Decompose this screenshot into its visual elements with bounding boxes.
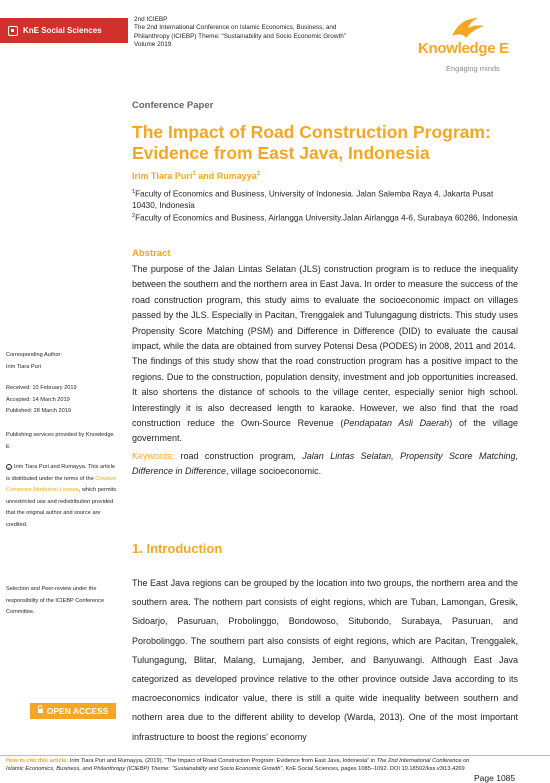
abstract-paragraph-2 (132, 354, 518, 446)
abstract-paragraph-1: The purpose of the Jalan Lintas Selatan (JLS) construction program is to reduce the inequality between the southern and the northern area in East Java. In order to measure the success of the road construction program, this study aims to evaluate the socioeconomic impact on villages passed by the JLS. Especially in Pacitan, Trenggalek and Tulungagung districts. This study uses Propensity Score Matching (PSM) and Difference in Difference (DID) to evaluate the causal impact, while the data are obtained from survey Potensi Desa (PODES) in 2008, 2011 and 2014. (132, 264, 518, 352)
publisher-logo-text: Knowledge E (418, 40, 509, 57)
knowledge-e-logo-icon (448, 14, 488, 42)
affiliation-2 (132, 211, 520, 224)
title-line-2: Evidence from East Java, Indonesia (132, 143, 430, 163)
copyright-text-a: Irim Tiara Puri and Rumayya. This article is distributed under the terms of the (6, 464, 115, 482)
abstract-p2-start: The findings of this study show that the road construction program has a positive impact to the regions. Due to the construction, population density, investment and job opportunities increased. It also shortens the distance of schools to the village center, especially senior high school. Interestingly it is also decreased length to karaoke. However, we also find that the road construction reduce the Own-Source Revenue ( (132, 356, 518, 429)
abstract-heading: Abstract (132, 248, 171, 259)
affil-1-text: Faculty of Economics and Business, University of Indonesia. Jalan Salemba Raya 4, Jakarta Pusat 10430, Indonesia (132, 189, 494, 211)
open-lock-icon (38, 709, 43, 713)
corresponding-label: Corresponding Author: (6, 352, 62, 358)
copyright-icon: c (8, 464, 10, 470)
paper-type: Conference Paper (132, 100, 214, 111)
footer-divider (0, 755, 550, 756)
copyright-notice (6, 462, 118, 532)
creative-commons-link[interactable]: Creative Commons Attribution License (6, 475, 117, 494)
author-list (132, 171, 260, 181)
kne-brand-label: KnE Social Sciences (23, 26, 102, 35)
paper-title (132, 122, 522, 164)
copyright-text-b: , which permits unrestricted use and redistribution provided that the original author and source are credited. (6, 487, 117, 528)
keywords-label: Keywords: (132, 451, 175, 461)
abstract-p2-italic: Pendapatan Asli Daerah (343, 418, 450, 429)
cite-label: How to cite this article: (6, 758, 69, 764)
corresponding-name: Irim Tiara Puri (6, 363, 41, 370)
corresponding-author (6, 350, 124, 373)
affil-2-text: Faculty of Economics and Business, Airlangga University.Jalan Airlangga 4-6, Surabaya 60286, Indonesia (135, 213, 518, 223)
page-number: Page 1085 (474, 773, 516, 783)
title-line-1: The Impact of Road Construction Program: (132, 122, 491, 142)
author-1-sup: 1 (192, 171, 196, 177)
author-2: Rumayya (216, 171, 257, 181)
kne-brand-badge (0, 18, 128, 43)
published-date: Published: 28 March 2019 (6, 408, 71, 415)
cite-italic: The 2nd International Conference on Islamic Economics, Business, and Philanthropy (ICIEBP) Theme: “Sustainability and Socio Economic Growth” (6, 758, 470, 772)
kne-logo-icon (8, 26, 18, 36)
affil-2-sup: 2 (132, 213, 136, 219)
author-1: Irim Tiara Puri (132, 171, 193, 181)
received-date: Received: 10 February 2019 (6, 385, 77, 391)
abstract-body (132, 262, 518, 447)
citation-footer (6, 758, 476, 774)
keywords (132, 449, 518, 479)
cite-end: , KnE Social Sciences, pages 1085–1092. DOI 10.18502/kss.v3i13.4269 (282, 765, 465, 772)
publisher-tagline: Engaging minds (446, 64, 500, 73)
conference-line1: The 2nd International Conference on Islamic Economics, Business, and (134, 24, 337, 32)
affil-1-sup: 1 (132, 189, 136, 195)
peer-review-note: Selection and Peer-review under the responsibility of the ICIEBP Conference Committee. (6, 586, 105, 616)
conference-info (134, 16, 394, 50)
conference-volume: Volume 2019 (134, 41, 172, 49)
open-access-label: OPEN ACCESS (46, 706, 109, 716)
publishing-services: Publishing services provided by Knowledge E (6, 432, 114, 450)
conference-line2: Philanthropy (ICIEBP) Theme: “Sustainability and Socio Economic Growth” (134, 32, 346, 40)
keywords-text-1: road construction program, (174, 451, 303, 461)
keywords-italic: Jalan Lintas Selatan, Propensity Score Matching, Difference in Difference (132, 451, 518, 476)
introduction-body: The East Java regions can be grouped by the location into two groups, the northern area and the southern area. The nothern part consists of eight regions, which are Tuban, Lamongan, Gresik, Sidoarjo, Pasuruan, Probolinggo, Bondowoso, Situbondo, Surabaya, Pasuruan, and Porobolinggo. The southern part also consists of eight regions, which are Pacitan, Trenggalek, Tulungagung, Blitar, Malang, Lumajang, Jember, and Banyuwangi. Although East Java categorized as developed province relative to the other province outside Java according to its macroeconomics indicator value, there is still a quite wide inequality between southern and nothern area due to the different ability to develop (Warda, 2013). One of the most important infrastructure to boost the regions' economy (132, 578, 518, 742)
affiliation-1 (132, 187, 520, 212)
conference-short: 2nd ICIEBP (134, 16, 168, 23)
abstract-p2-end: ) of the village government. (132, 418, 519, 444)
dates-block (6, 383, 124, 418)
open-access-badge (30, 703, 116, 719)
cite-text: Irim Tiara Puri and Rumayya, (2019), “The Impact of Road Construction Program: Evidence from East Java, Indonesia” in (68, 758, 377, 764)
accepted-date: Accepted: 14 March 2019 (6, 396, 70, 403)
author-and: and (195, 171, 217, 181)
introduction-heading: 1. Introduction (132, 541, 223, 556)
keywords-text-2: , village socioeconomic. (226, 466, 322, 476)
author-2-sup: 2 (256, 171, 261, 177)
